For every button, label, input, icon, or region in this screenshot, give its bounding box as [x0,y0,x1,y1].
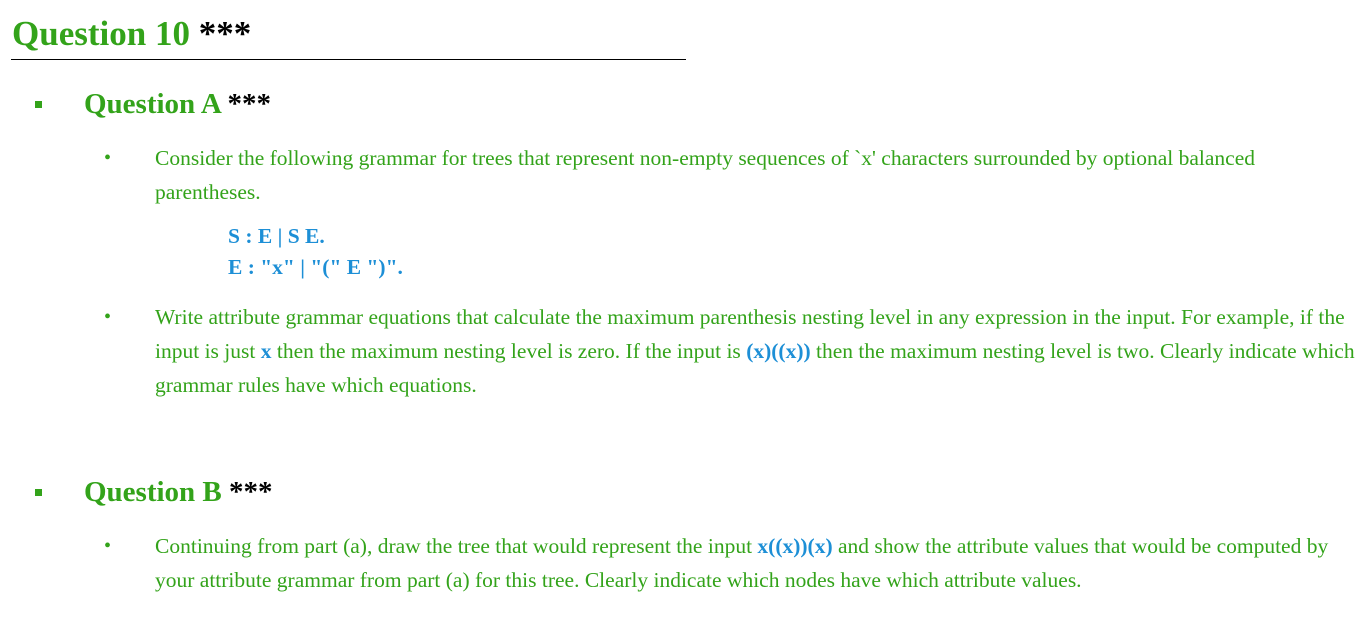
title-divider [11,59,686,60]
question-a-item-2-text-3: then the maximum nesting level is two. Clearly indicate which grammar rules have which equations. [155,339,1355,397]
page-title-text: Question 10 [12,14,190,53]
question-a-item-2-text-2: then the maximum nesting level is zero. If the input is [271,339,747,363]
section-b-heading [84,474,273,510]
grammar-rule-s: S : E | S E. [228,224,325,248]
question-a-item-1: Consider the following grammar for trees that represent non-empty sequences of `x' characters surrounded by optional balanced parentheses. [155,146,1255,204]
page-title-stars: *** [198,14,252,53]
square-bullet-icon [35,489,42,496]
inline-code-input: x((x))(x) [757,534,833,558]
inline-code-example: (x)((x)) [746,339,811,363]
round-bullet-icon: • [104,147,112,169]
section-a-title: Question A [84,88,221,120]
section-a-stars: *** [227,88,271,120]
round-bullet-icon: • [104,306,112,328]
inline-code-x: x [260,339,272,363]
square-bullet-icon [35,101,42,108]
question-b-item-1 [155,529,1355,597]
section-b-title: Question B [84,476,222,508]
question-b-item-1-text-2: and show the attribute values that would be computed by your attribute grammar from part (a) for this tree. Clearly indicate which nodes have which attribute values. [155,534,1329,592]
section-b-stars: *** [229,476,273,508]
question-a-item-2 [155,300,1355,402]
grammar-rule-e: E : "x" | "(" E ")". [228,255,403,279]
section-a-heading [84,86,271,122]
page-title [12,12,251,56]
question-a-item-2-text-1: Write attribute grammar equations that calculate the maximum parenthesis nesting level in any expression in the input. For example, if the input is just [155,305,1345,363]
question-b-item-1-text-1: Continuing from part (a), draw the tree that would represent the input [155,534,758,558]
round-bullet-icon: • [104,535,112,557]
